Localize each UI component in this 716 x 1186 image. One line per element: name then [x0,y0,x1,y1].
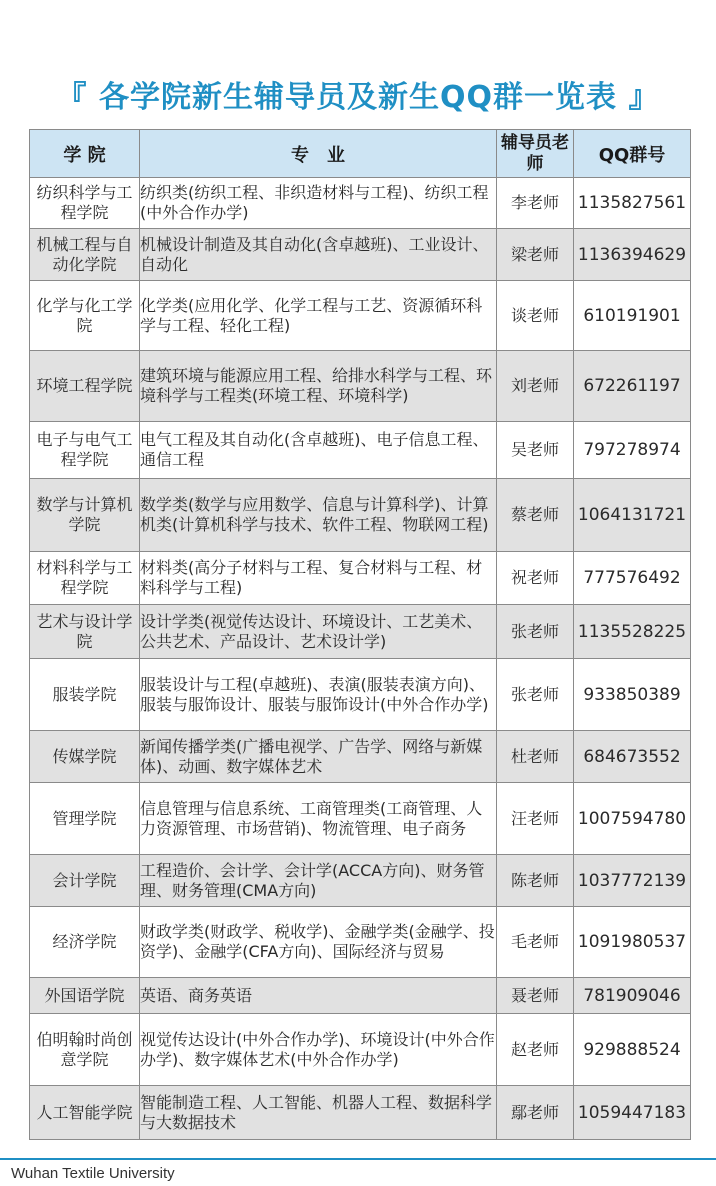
header-college: 学 院 [30,130,140,178]
cell-qq: 610191901 [574,281,691,351]
cell-major: 机械设计制造及其自动化(含卓越班)、工业设计、自动化 [140,229,497,281]
cell-qq: 1059447183 [574,1086,691,1140]
cell-college: 传媒学院 [30,731,140,783]
college-qq-table [29,129,691,1140]
cell-qq: 933850389 [574,659,691,731]
cell-counselor: 吴老师 [497,422,574,479]
table-row [30,479,691,552]
footer-divider [0,1158,716,1160]
table-row [30,605,691,659]
cell-major: 工程造价、会计学、会计学(ACCA方向)、财务管理、财务管理(CMA方向) [140,855,497,907]
cell-counselor: 张老师 [497,605,574,659]
cell-college: 外国语学院 [30,978,140,1014]
cell-major: 英语、商务英语 [140,978,497,1014]
cell-major: 化学类(应用化学、化学工程与工艺、资源循环科学与工程、轻化工程) [140,281,497,351]
footer-university-name: Wuhan Textile University [11,1165,175,1182]
cell-counselor: 汪老师 [497,783,574,855]
cell-major: 数学类(数学与应用数学、信息与计算科学)、计算机类(计算机科学与技术、软件工程、物联网工程) [140,479,497,552]
cell-qq: 929888524 [574,1014,691,1086]
header-counselor: 辅导员老师 [497,130,574,178]
cell-qq: 1136394629 [574,229,691,281]
cell-major: 电气工程及其自动化(含卓越班)、电子信息工程、通信工程 [140,422,497,479]
cell-major: 财政学类(财政学、税收学)、金融学类(金融学、投资学)、金融学(CFA方向)、国际经济与贸易 [140,907,497,978]
cell-major: 纺织类(纺织工程、非织造材料与工程)、纺织工程(中外合作办学) [140,178,497,229]
cell-qq: 1091980537 [574,907,691,978]
cell-qq: 1007594780 [574,783,691,855]
cell-qq: 1135528225 [574,605,691,659]
table-row [30,855,691,907]
table-row [30,351,691,422]
table-row [30,731,691,783]
cell-major: 材料类(高分子材料与工程、复合材料与工程、材料科学与工程) [140,552,497,605]
cell-college: 化学与化工学院 [30,281,140,351]
cell-counselor: 祝老师 [497,552,574,605]
cell-counselor: 杜老师 [497,731,574,783]
cell-college: 电子与电气工程学院 [30,422,140,479]
table-row [30,552,691,605]
cell-major: 服装设计与工程(卓越班)、表演(服装表演方向)、服装与服饰设计、服装与服饰设计(中外合作办学) [140,659,497,731]
cell-qq: 684673552 [574,731,691,783]
table-row [30,907,691,978]
table-row [30,422,691,479]
cell-counselor: 蔡老师 [497,479,574,552]
table-row [30,1014,691,1086]
cell-counselor: 张老师 [497,659,574,731]
cell-qq: 797278974 [574,422,691,479]
cell-qq: 1037772139 [574,855,691,907]
cell-college: 伯明翰时尚创意学院 [30,1014,140,1086]
table-row [30,659,691,731]
cell-counselor: 毛老师 [497,907,574,978]
cell-college: 数学与计算机学院 [30,479,140,552]
cell-college: 纺织科学与工程学院 [30,178,140,229]
cell-counselor: 赵老师 [497,1014,574,1086]
cell-counselor: 陈老师 [497,855,574,907]
cell-college: 会计学院 [30,855,140,907]
cell-qq: 781909046 [574,978,691,1014]
cell-major: 视觉传达设计(中外合作办学)、环境设计(中外合作办学)、数字媒体艺术(中外合作办学) [140,1014,497,1086]
cell-major: 建筑环境与能源应用工程、给排水科学与工程、环境科学与工程类(环境工程、环境科学) [140,351,497,422]
cell-qq: 1135827561 [574,178,691,229]
cell-qq: 1064131721 [574,479,691,552]
cell-counselor: 聂老师 [497,978,574,1014]
table-header-row [30,130,691,178]
table-row [30,783,691,855]
table-row [30,178,691,229]
cell-qq: 777576492 [574,552,691,605]
cell-college: 经济学院 [30,907,140,978]
cell-college: 艺术与设计学院 [30,605,140,659]
cell-major: 设计学类(视觉传达设计、环境设计、工艺美术、公共艺术、产品设计、艺术设计学) [140,605,497,659]
cell-major: 新闻传播学类(广播电视学、广告学、网络与新媒体)、动画、数字媒体艺术 [140,731,497,783]
cell-college: 机械工程与自动化学院 [30,229,140,281]
table-row [30,229,691,281]
cell-major: 信息管理与信息系统、工商管理类(工商管理、人力资源管理、市场营销)、物流管理、电子商务 [140,783,497,855]
page-title: 『 各学院新生辅导员及新生QQ群一览表 』 [56,80,660,115]
header-qq: QQ群号 [574,130,691,178]
cell-counselor: 鄢老师 [497,1086,574,1140]
cell-major: 智能制造工程、人工智能、机器人工程、数据科学与大数据技术 [140,1086,497,1140]
table-row [30,281,691,351]
table-row [30,1086,691,1140]
cell-qq: 672261197 [574,351,691,422]
cell-counselor: 刘老师 [497,351,574,422]
cell-college: 人工智能学院 [30,1086,140,1140]
header-major: 专 业 [140,130,497,178]
cell-counselor: 谈老师 [497,281,574,351]
cell-college: 材料科学与工程学院 [30,552,140,605]
cell-college: 服装学院 [30,659,140,731]
table-row [30,978,691,1014]
cell-counselor: 梁老师 [497,229,574,281]
cell-college: 管理学院 [30,783,140,855]
cell-counselor: 李老师 [497,178,574,229]
cell-college: 环境工程学院 [30,351,140,422]
